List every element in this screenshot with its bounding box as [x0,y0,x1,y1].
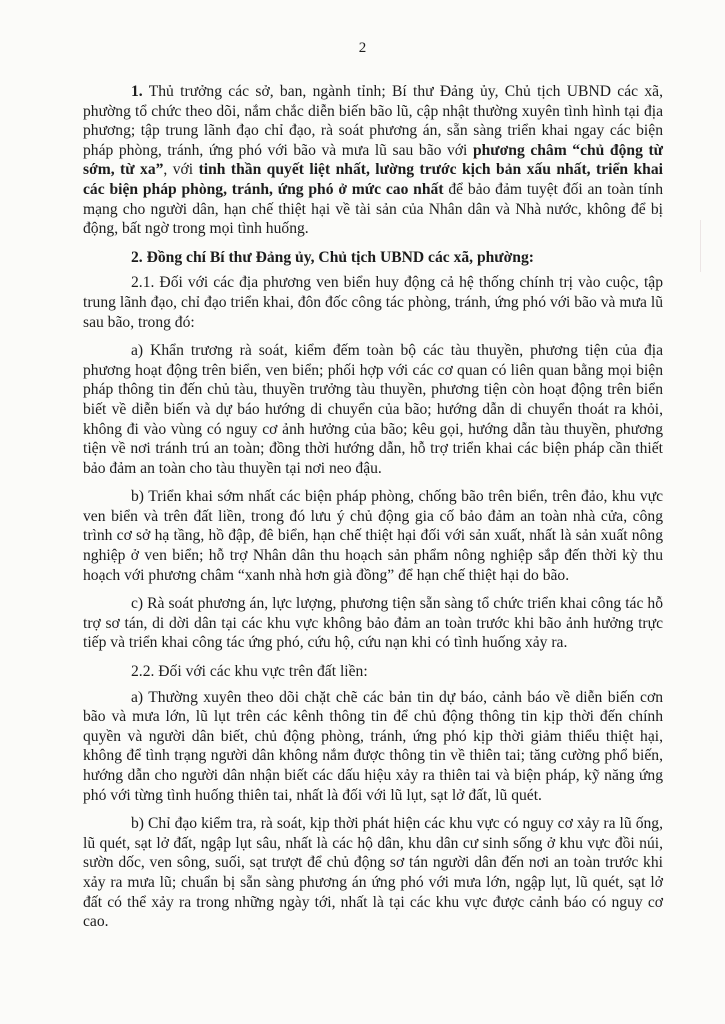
section-2-heading: 2. Đồng chí Bí thư Đảng ủy, Chủ tịch UBND các xã, phường: [131,248,534,266]
page-number: 2 [358,40,367,56]
paragraph-2-2-a: a) Thường xuyên theo dõi chặt chẽ các bản tin dự báo, cảnh báo về diễn biến cơn bão và mưa lớn, lũ lụt trên các kênh thông tin để chủ động thông tin kịp thời đến chính quyền và người dân biết, chủ động phòng, tránh, ứng phó kịp thời giảm thiểu thiệt hại, không để tình trạng người dân không nắm được thông tin về thiên tai; tăng cường phổ biến, hướng dẫn cho người dân nhận biết các dấu hiệu xảy ra thiên tai và biện pháp, kỹ năng ứng phó với từng tình huống thiên tai, nhất là đối với lũ lụt, sạt lở đất, lũ quét. [83,688,663,804]
paragraph-1-bold-a: phương châm “chủ động từ sớm, từ xa” [83,141,663,179]
paragraph-1-text-b: , với [163,161,199,179]
paragraph-1 [83,82,663,239]
paragraph-1-text-c: để bảo đảm tuyệt đối an toàn tính mạng cho người dân, hạn chế thiệt hại về tài sản của Nhân dân và Nhà nước, không để bị động, bất ngờ trong mọi tình huống. [83,180,663,238]
paragraph-1-number: 1. [131,83,143,100]
paragraph-2-1-b: b) Triển khai sớm nhất các biện pháp phòng, chống bão trên biển, trên đảo, khu vực ven biển và trên đất liền, trong đó lưu ý chủ động gia cố bảo đảm an toàn nhà cửa, công trình cơ sở hạ tầng, hồ đập, đê biển, hạn chế thiệt hại đối với sản xuất, nhất là sản xuất nông nghiệp ở ven biển; hỗ trợ Nhân dân thu hoạch sản phẩm nông nghiệp sắp đến thời kỳ thu hoạch với phương châm “xanh nhà hơn già đồng” để hạn chế thiệt hại do bão. [83,488,663,584]
paragraph-2-1-a: a) Khẩn trương rà soát, kiểm đếm toàn bộ các tàu thuyền, phương tiện của địa phương hoạt động trên biển, ven biển; phối hợp với các cơ quan có liên quan bằng mọi biện pháp thông tin đến chủ tàu, thuyền trưởng tàu thuyền, phương tiện còn hoạt động trên biển biết về diễn biến và dự báo hướng di chuyển của bão; hướng dẫn di chuyển thoát ra khỏi, không đi vào vùng có nguy cơ ảnh hưởng của bão; kêu gọi, hướng dẫn tàu thuyền, phương tiện về nơi tránh trú an toàn; đồng thời hướng dẫn, hỗ trợ triển khai các biện pháp cần thiết bảo đảm an toàn cho tàu thuyền tại nơi neo đậu. [83,342,663,477]
stamp-edge-mark [700,220,719,272]
paragraph-1-text-a: Thủ trưởng các sở, ban, ngành tỉnh; Bí thư Đảng ủy, Chủ tịch UBND các xã, phường tổ chức theo dõi, nắm chắc diễn biến bão lũ, cập nhật thường xuyên tình hình tại địa phương; tập trung lãnh đạo chỉ đạo, rà soát phương án, sẵn sàng triển khai ngay các biện pháp phòng, tránh, ứng phó với bão và mưa lũ sau bão với [83,83,663,159]
paragraph-2-2: 2.2. Đối với các khu vực trên đất liền: [131,663,368,681]
document-body [83,82,663,941]
paragraph-2-1: 2.1. Đối với các địa phương ven biển huy động cả hệ thống chính trị vào cuộc, tập trung lãnh đạo, chỉ đạo triển khai, đôn đốc công tác phòng, tránh, ứng phó với bão và mưa lũ sau bão, trong đó: [83,274,663,331]
paragraph-2-2-b: b) Chỉ đạo kiểm tra, rà soát, kịp thời phát hiện các khu vực có nguy cơ xảy ra lũ ống, lũ quét, sạt lở đất, ngập lụt sâu, nhất là các hộ dân, khu dân cư sinh sống ở khu vực đồi núi, sườn dốc, ven sông, suối, sạt trượt để chủ động sơ tán người dân đến nơi an toàn trước khi xảy ra mưa lũ; chuẩn bị sẵn sàng phương án ứng phó với mưa lớn, ngập lụt, lũ quét, sạt lở đất có thể xảy ra trong những ngày tới, nhất là tại các khu vực được cảnh báo có nguy cơ cao. [83,815,663,931]
paragraph-2-1-c: c) Rà soát phương án, lực lượng, phương tiện sẵn sàng tổ chức triển khai công tác hỗ trợ sơ tán, di dời dân tại các khu vực không bảo đảm an toàn trước khi bão ảnh hưởng trực tiếp và triển khai công tác ứng phó, cứu hộ, cứu nạn khi có tình huống xảy ra. [83,595,663,652]
paragraph-1-bold-b: tinh thần quyết liệt nhất, lường trước kịch bản xấu nhất, triển khai các biện pháp phòng, tránh, ứng phó ở mức cao nhất [83,161,663,198]
